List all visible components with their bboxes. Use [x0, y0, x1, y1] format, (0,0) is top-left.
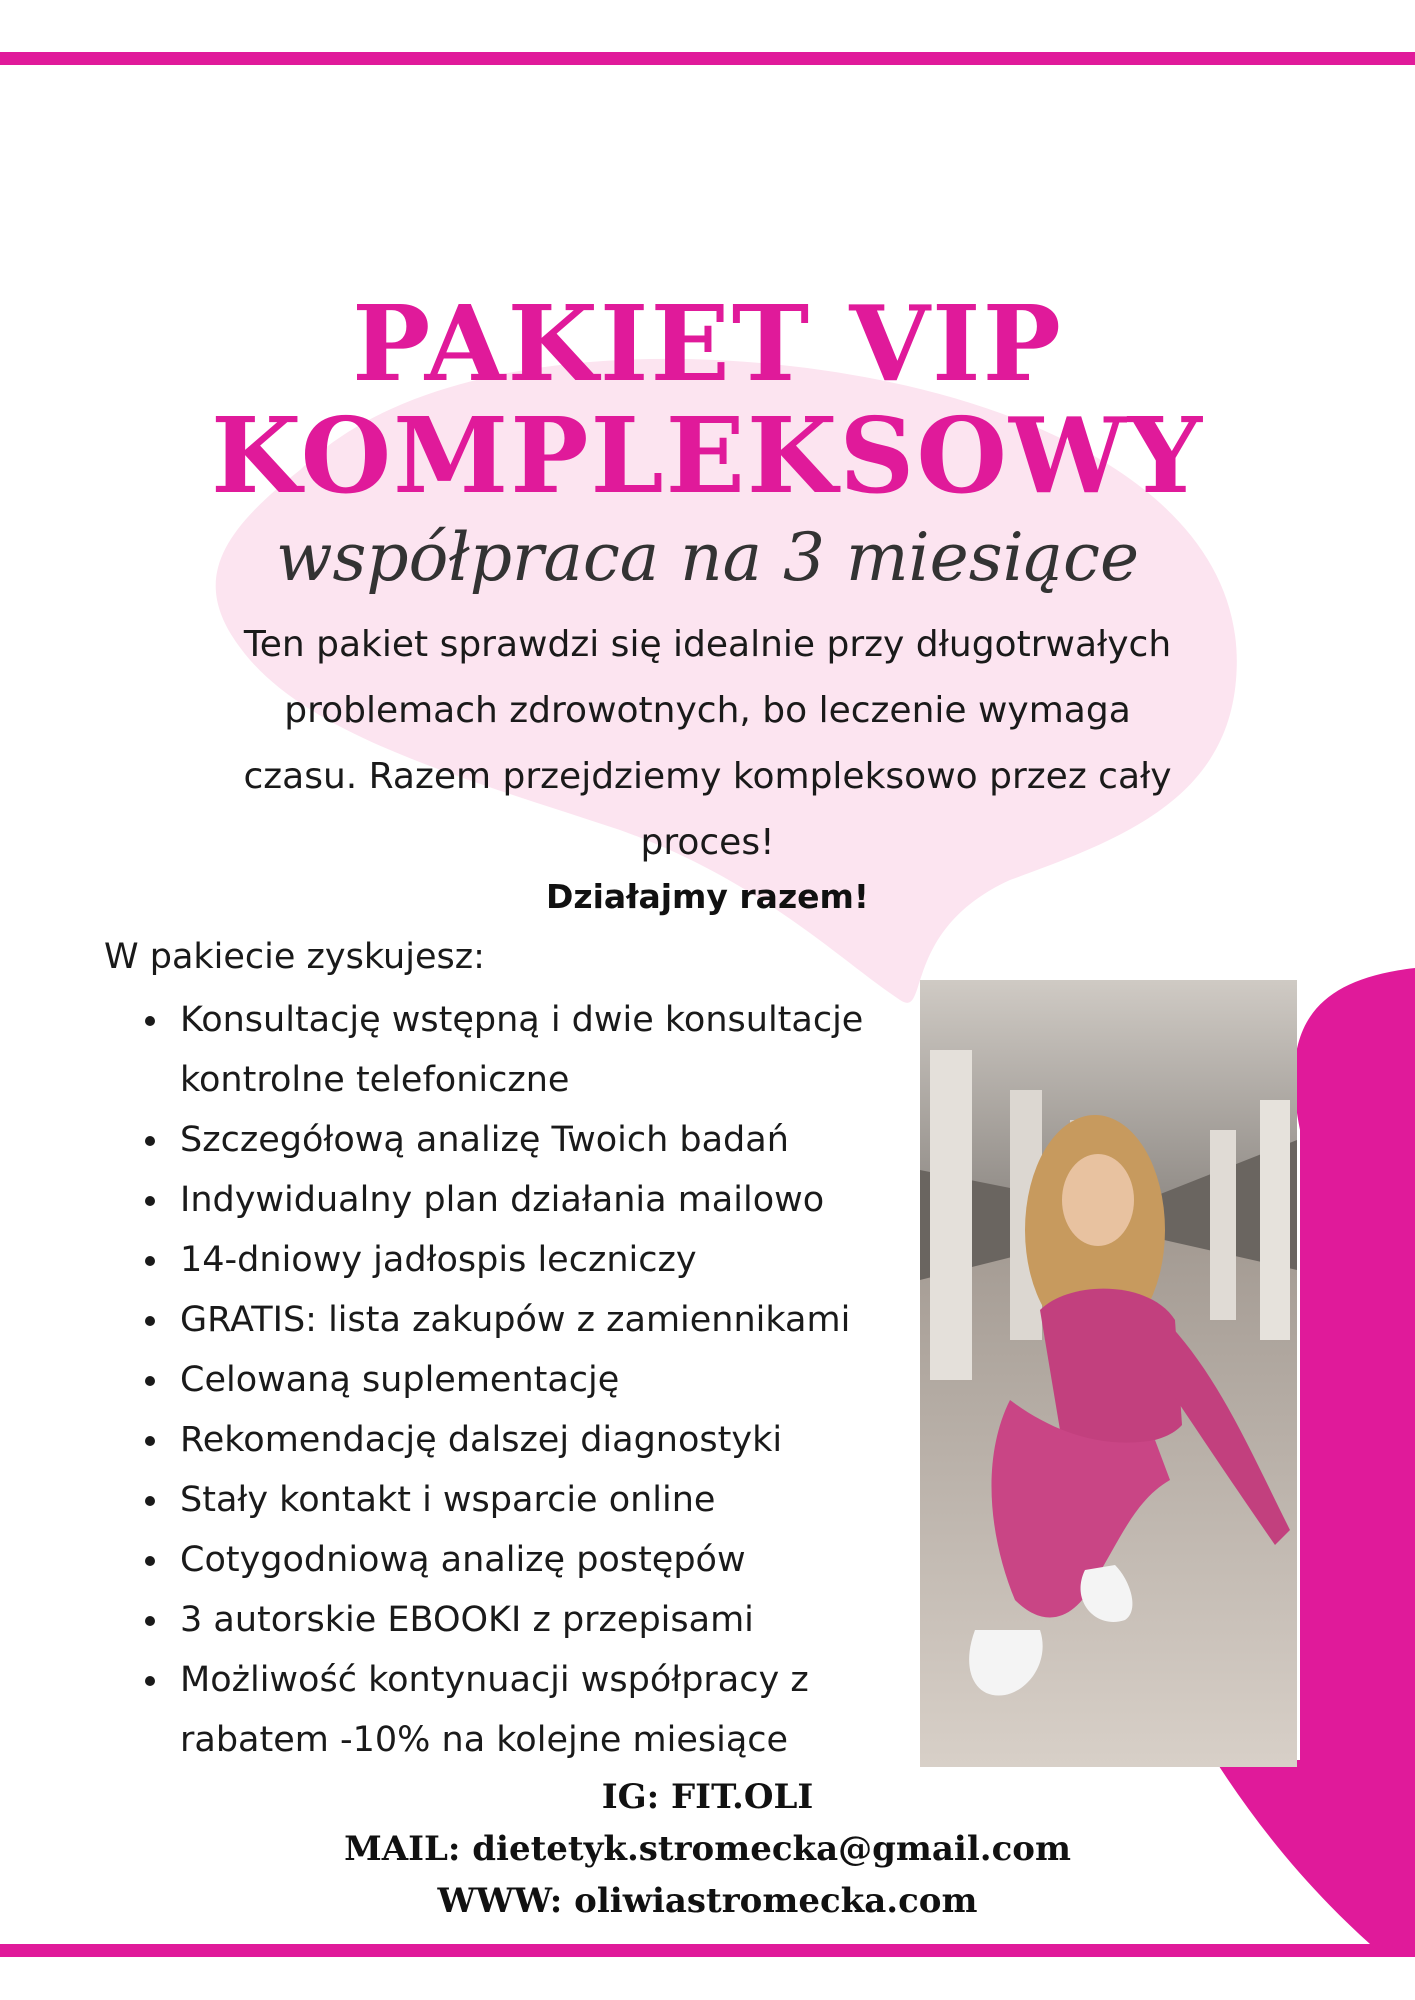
benefit-item: • 14-dniowy jadłospis leczniczy — [172, 1230, 962, 1290]
call-to-action-text: Działajmy razem! — [546, 877, 869, 916]
title-line-1: PAKIET VIP — [352, 282, 1063, 405]
benefit-item: • Możliwość kontynuacji współpracy z rabatem -10% na kolejne miesiące — [172, 1650, 962, 1770]
photo-column — [930, 1050, 972, 1380]
benefit-item: • Celowaną suplementację — [172, 1350, 962, 1410]
instagram-handle: IG: FIT.OLI — [601, 1777, 814, 1817]
benefit-item: • Konsultację wstępną i dwie konsultacje kontrolne telefoniczne — [172, 990, 962, 1110]
benefit-item: • Rekomendację dalszej diagnostyki — [172, 1410, 962, 1470]
intro-paragraph: Ten pakiet sprawdzi się idealnie przy długotrwałych problemach zdrowotnych, bo leczenie wymaga czasu. Razem przejdziemy kompleksowo przez cały proces! — [243, 624, 1172, 863]
photo-body — [1040, 1289, 1182, 1445]
title-line-2: KOMPLEKSOWY — [210, 394, 1205, 517]
benefit-item: • Szczegółową analizę Twoich badań — [172, 1110, 962, 1170]
photo-column — [1260, 1100, 1290, 1340]
website-address: WWW: oliwiastromecka.com — [437, 1881, 978, 1921]
benefits-lead: W pakiecie zyskujesz: — [104, 937, 485, 977]
benefit-item: • Indywidualny plan działania mailowo — [172, 1170, 962, 1230]
subtitle: współpraca na 3 miesiące — [275, 519, 1140, 596]
benefit-item: • GRATIS: lista zakupów z zamiennikami — [172, 1290, 962, 1350]
bottom-border-bar — [0, 1944, 1415, 1957]
woman-fitness-photo — [920, 980, 1297, 1767]
photo-column — [1210, 1130, 1236, 1320]
benefit-item: • Cotygodniową analizę postępów — [172, 1530, 962, 1590]
email-address: MAIL: dietetyk.stromecka@gmail.com — [344, 1829, 1071, 1869]
benefit-item: • Stały kontakt i wsparcie online — [172, 1470, 962, 1530]
photo-face — [1062, 1154, 1134, 1246]
benefits-list — [134, 990, 962, 1770]
benefit-item: • 3 autorskie EBOOKI z przepisami — [172, 1590, 962, 1650]
